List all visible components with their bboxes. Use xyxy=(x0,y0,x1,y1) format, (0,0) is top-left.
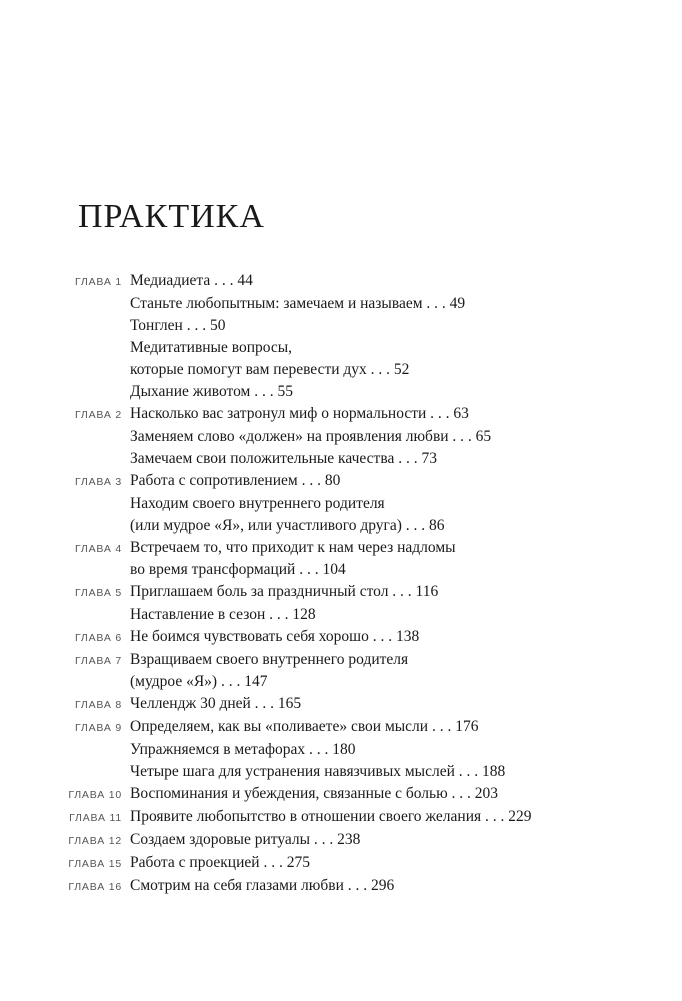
chapter-label xyxy=(0,337,130,338)
entry-line: которые помогут вам перевести дух . . . 52 xyxy=(130,361,410,378)
toc-entry xyxy=(0,381,682,403)
entry-text xyxy=(130,493,445,537)
chapter-label: ГЛАВА 9 xyxy=(74,722,122,734)
chapter-label: ГЛАВА 8 xyxy=(74,699,122,711)
entry-text xyxy=(130,739,356,761)
toc-entry xyxy=(0,739,682,761)
entry-line: Челлендж 30 дней . . . 165 xyxy=(130,695,302,712)
entry-text xyxy=(130,852,310,874)
chapter-label: ГЛАВА 15 xyxy=(68,858,122,870)
entry-line: Замечаем свои положительные качества . . . 73 xyxy=(130,450,437,467)
chapter-label xyxy=(0,604,130,605)
chapter-label xyxy=(0,761,130,762)
entry-line: Приглашаем боль за праздничный стол . . . 116 xyxy=(130,583,439,600)
entry-text xyxy=(130,403,469,425)
entry-text xyxy=(130,381,293,403)
toc-entry xyxy=(0,448,682,470)
toc-entry xyxy=(0,806,682,829)
entry-text xyxy=(130,875,394,897)
entry-line: Станьте любопытным: замечаем и называем . . . 49 xyxy=(130,295,466,312)
chapter-label: ГЛАВА 16 xyxy=(68,881,122,893)
entry-text xyxy=(130,337,409,381)
chapter-label: ГЛАВА 10 xyxy=(68,789,122,801)
entry-line: Проявите любопытство в отношении своего желания . . . 229 xyxy=(130,808,532,825)
entry-text xyxy=(130,270,253,292)
entry-line: Четыре шага для устранения навязчивых мыслей . . . 188 xyxy=(130,763,506,780)
toc-entry xyxy=(0,337,682,381)
chapter-label: ГЛАВА 6 xyxy=(74,632,122,644)
entry-line: Дыхание животом . . . 55 xyxy=(130,383,293,400)
entry-line: Определяем, как вы «поливаете» свои мысли . . . 176 xyxy=(130,718,479,735)
entry-text xyxy=(130,537,456,581)
toc-entry xyxy=(0,716,682,739)
toc-entry xyxy=(0,403,682,426)
chapter-label xyxy=(0,448,130,449)
chapter-label: ГЛАВА 3 xyxy=(74,476,122,488)
entry-text xyxy=(130,716,478,738)
entry-text xyxy=(130,693,301,715)
entry-text xyxy=(130,806,532,828)
entry-line: Работа с сопротивлением . . . 80 xyxy=(130,472,341,489)
toc-entry xyxy=(0,852,682,875)
entry-text xyxy=(130,626,419,648)
toc-entry xyxy=(0,604,682,626)
toc-entry xyxy=(0,493,682,537)
entry-line: Создаем здоровые ритуалы . . . 238 xyxy=(130,831,361,848)
entry-text xyxy=(130,829,360,851)
toc-entry xyxy=(0,537,682,581)
entry-line: во время трансформаций . . . 104 xyxy=(130,561,346,578)
chapter-label xyxy=(0,315,130,316)
entry-text xyxy=(130,783,498,805)
toc-entry xyxy=(0,315,682,337)
chapter-label xyxy=(0,293,130,294)
entry-text xyxy=(130,470,340,492)
chapter-label: ГЛАВА 2 xyxy=(74,409,122,421)
entry-text xyxy=(130,649,408,693)
chapter-label: ГЛАВА 5 xyxy=(74,587,122,599)
toc-entry xyxy=(0,829,682,852)
entry-line: Наставление в сезон . . . 128 xyxy=(130,606,316,623)
toc-entry xyxy=(0,581,682,604)
toc-entry xyxy=(0,875,682,898)
toc-entry xyxy=(0,626,682,649)
entry-line: Заменяем слово «должен» на проявления любви . . . 65 xyxy=(130,428,492,445)
chapter-label xyxy=(0,493,130,494)
toc-entry xyxy=(0,649,682,693)
entry-text xyxy=(130,315,225,337)
toc-entry xyxy=(0,693,682,716)
page-title: ПРАКТИКА xyxy=(78,198,265,235)
entry-line: Воспоминания и убеждения, связанные с болью . . . 203 xyxy=(130,785,499,802)
entry-line: Не боимся чувствовать себя хорошо . . . 138 xyxy=(130,628,420,645)
entry-line: Медиадиета . . . 44 xyxy=(130,272,253,289)
toc-entry xyxy=(0,270,682,293)
entry-text xyxy=(130,761,505,783)
entry-line: Медитативные вопросы, xyxy=(130,339,293,356)
entry-line: Насколько вас затронул миф о нормальности . . . 63 xyxy=(130,405,469,422)
chapter-label: ГЛАВА 7 xyxy=(74,655,122,667)
chapter-label: ГЛАВА 4 xyxy=(74,543,122,555)
entry-text xyxy=(130,604,316,626)
entry-line: Работа с проекцией . . . 275 xyxy=(130,854,310,871)
entry-line: Взращиваем своего внутреннего родителя xyxy=(130,651,409,668)
toc-entry xyxy=(0,470,682,493)
entry-line: Смотрим на себя глазами любви . . . 296 xyxy=(130,877,395,894)
entry-line: (мудрое «Я») . . . 147 xyxy=(130,673,268,690)
entry-text xyxy=(130,448,437,470)
chapter-label xyxy=(0,426,130,427)
table-of-contents xyxy=(0,270,682,898)
chapter-label: ГЛАВА 11 xyxy=(69,812,122,824)
chapter-label xyxy=(0,381,130,382)
toc-entry xyxy=(0,783,682,806)
entry-text xyxy=(130,581,438,603)
toc-entry xyxy=(0,293,682,315)
entry-text xyxy=(130,426,491,448)
entry-line: Упражняемся в метафорах . . . 180 xyxy=(130,741,356,758)
toc-entry xyxy=(0,761,682,783)
entry-line: Встречаем то, что приходит к нам через надломы xyxy=(130,539,456,556)
entry-line: (или мудрое «Я», или участливого друга) . . . 86 xyxy=(130,517,445,534)
entry-text xyxy=(130,293,465,315)
toc-entry xyxy=(0,426,682,448)
entry-line: Тонглен . . . 50 xyxy=(130,317,226,334)
chapter-label xyxy=(0,739,130,740)
entry-line: Находим своего внутреннего родителя xyxy=(130,495,385,512)
chapter-label: ГЛАВА 12 xyxy=(68,835,122,847)
chapter-label: ГЛАВА 1 xyxy=(74,276,122,288)
